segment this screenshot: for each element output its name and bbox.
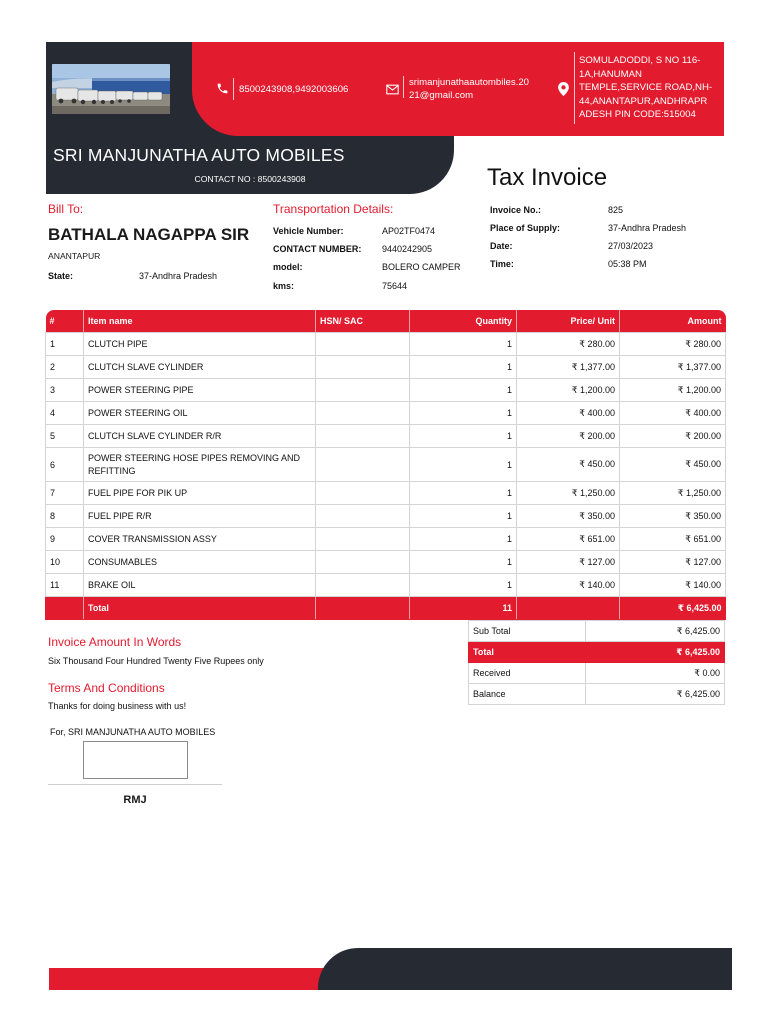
item-amount: ₹ 400.00 bbox=[620, 402, 726, 425]
item-quantity: 1 bbox=[410, 505, 517, 528]
place-of-supply-value: 37-Andhra Pradesh bbox=[608, 223, 687, 233]
item-price: ₹ 651.00 bbox=[517, 528, 620, 551]
item-price: ₹ 280.00 bbox=[517, 333, 620, 356]
total-hsn bbox=[316, 597, 410, 620]
item-quantity: 1 bbox=[410, 402, 517, 425]
total-amount: ₹ 6,425.00 bbox=[620, 597, 726, 620]
table-row bbox=[46, 528, 726, 551]
item-quantity: 1 bbox=[410, 379, 517, 402]
terms-heading: Terms And Conditions bbox=[48, 681, 165, 695]
item-hsn bbox=[316, 379, 410, 402]
total-price bbox=[517, 597, 620, 620]
terms-text: Thanks for doing business with us! bbox=[48, 701, 187, 711]
company-name: SRI MANJUNATHA AUTO MOBILES bbox=[53, 145, 345, 165]
row-number: 10 bbox=[46, 551, 84, 574]
header-phone: 8500243908,9492003606 bbox=[239, 84, 349, 95]
item-name: FUEL PIPE FOR PIK UP bbox=[84, 482, 316, 505]
row-number: 7 bbox=[46, 482, 84, 505]
row-number: 11 bbox=[46, 574, 84, 597]
item-amount: ₹ 1,250.00 bbox=[620, 482, 726, 505]
table-row bbox=[46, 448, 726, 482]
item-price: ₹ 1,200.00 bbox=[517, 379, 620, 402]
item-price: ₹ 400.00 bbox=[517, 402, 620, 425]
item-amount: ₹ 450.00 bbox=[620, 448, 726, 482]
item-price: ₹ 1,250.00 bbox=[517, 482, 620, 505]
col-header-amount: Amount bbox=[620, 310, 726, 333]
divider bbox=[233, 78, 234, 100]
summary-row bbox=[469, 684, 725, 705]
table-row bbox=[46, 379, 726, 402]
summary-row bbox=[469, 642, 725, 663]
divider bbox=[574, 52, 575, 124]
item-name: CLUTCH SLAVE CYLINDER bbox=[84, 356, 316, 379]
row-number: 8 bbox=[46, 505, 84, 528]
item-price: ₹ 450.00 bbox=[517, 448, 620, 482]
received-label: Received bbox=[469, 663, 586, 684]
item-hsn bbox=[316, 425, 410, 448]
summary-row bbox=[469, 663, 725, 684]
date-value: 27/03/2023 bbox=[608, 241, 654, 251]
item-name: CLUTCH PIPE bbox=[84, 333, 316, 356]
item-amount: ₹ 280.00 bbox=[620, 333, 726, 356]
item-hsn bbox=[316, 448, 410, 482]
kms-label: kms: bbox=[273, 281, 295, 291]
state-label: State: bbox=[48, 271, 74, 281]
total-quantity: 11 bbox=[410, 597, 517, 620]
item-hsn bbox=[316, 402, 410, 425]
customer-name: BATHALA NAGAPPA SIR bbox=[48, 225, 250, 244]
table-header-row bbox=[46, 310, 726, 333]
col-header-price: Price/ Unit bbox=[517, 310, 620, 333]
vehicle-number-value: AP02TF0474 bbox=[382, 226, 436, 236]
model-value: BOLERO CAMPER bbox=[382, 262, 461, 272]
subtotal-label: Sub Total bbox=[469, 621, 586, 642]
balance-label: Balance bbox=[469, 684, 586, 705]
signatory-name: RMJ bbox=[123, 794, 147, 806]
time-value: 05:38 PM bbox=[608, 259, 647, 269]
summary-table bbox=[468, 620, 725, 705]
contact-number-value: 9440242905 bbox=[382, 244, 433, 254]
item-quantity: 1 bbox=[410, 482, 517, 505]
place-of-supply-label: Place of Supply: bbox=[490, 223, 561, 233]
item-amount: ₹ 350.00 bbox=[620, 505, 726, 528]
total-value: ₹ 6,425.00 bbox=[586, 642, 725, 663]
item-hsn bbox=[316, 482, 410, 505]
item-name: POWER STEERING PIPE bbox=[84, 379, 316, 402]
row-number: 3 bbox=[46, 379, 84, 402]
bill-to-heading: Bill To: bbox=[48, 202, 84, 216]
amount-in-words-text: Six Thousand Four Hundred Twenty Five Rupees only bbox=[48, 656, 264, 666]
mail-icon bbox=[386, 82, 399, 100]
state-value: 37-Andhra Pradesh bbox=[139, 271, 218, 281]
transport-heading: Transportation Details: bbox=[273, 202, 394, 216]
amount-in-words-heading: Invoice Amount In Words bbox=[48, 635, 182, 649]
table-row bbox=[46, 425, 726, 448]
row-number: 1 bbox=[46, 333, 84, 356]
item-price: ₹ 200.00 bbox=[517, 425, 620, 448]
signature-for-text: For, SRI MANJUNATHA AUTO MOBILES bbox=[50, 727, 216, 737]
col-header-hsn: HSN/ SAC bbox=[316, 310, 410, 333]
table-total-row bbox=[46, 597, 726, 620]
item-name: CLUTCH SLAVE CYLINDER R/R bbox=[84, 425, 316, 448]
summary-row bbox=[469, 621, 725, 642]
time-label: Time: bbox=[490, 259, 514, 269]
table-row bbox=[46, 574, 726, 597]
signature-box bbox=[83, 741, 188, 779]
items-table bbox=[45, 310, 726, 620]
item-quantity: 1 bbox=[410, 551, 517, 574]
contact-number-label: CONTACT NUMBER: bbox=[273, 244, 362, 254]
header-address: SOMULADODDI, S NO 116- 1A,HANUMAN TEMPLE,SERVICE ROAD,NH- 44,ANANTAPUR,ANDHRAPR ADESH PIN CODE:515004 bbox=[579, 55, 713, 121]
row-number: 6 bbox=[46, 448, 84, 482]
item-name: CONSUMABLES bbox=[84, 551, 316, 574]
item-hsn bbox=[316, 333, 410, 356]
kms-value: 75644 bbox=[382, 281, 408, 291]
item-name: FUEL PIPE R/R bbox=[84, 505, 316, 528]
invoice-header bbox=[46, 42, 724, 194]
document-title: Tax Invoice bbox=[487, 164, 608, 191]
col-header-number: # bbox=[46, 310, 84, 333]
header-email: srimanjunathaautombiles.20 21@gmail.com bbox=[409, 77, 529, 101]
item-name: COVER TRANSMISSION ASSY bbox=[84, 528, 316, 551]
item-price: ₹ 140.00 bbox=[517, 574, 620, 597]
item-amount: ₹ 200.00 bbox=[620, 425, 726, 448]
garage-photo bbox=[52, 64, 170, 114]
phone-icon bbox=[216, 82, 229, 100]
item-hsn bbox=[316, 528, 410, 551]
item-hsn bbox=[316, 574, 410, 597]
row-number: 2 bbox=[46, 356, 84, 379]
item-amount: ₹ 127.00 bbox=[620, 551, 726, 574]
row-number: 5 bbox=[46, 425, 84, 448]
row-number: 4 bbox=[46, 402, 84, 425]
item-price: ₹ 127.00 bbox=[517, 551, 620, 574]
date-label: Date: bbox=[490, 241, 513, 251]
table-row bbox=[46, 505, 726, 528]
item-hsn bbox=[316, 551, 410, 574]
location-pin-icon bbox=[558, 82, 569, 101]
col-header-quantity: Quantity bbox=[410, 310, 517, 333]
table-row bbox=[46, 551, 726, 574]
item-hsn bbox=[316, 356, 410, 379]
vehicle-number-label: Vehicle Number: bbox=[273, 226, 344, 236]
table-row bbox=[46, 333, 726, 356]
item-price: ₹ 350.00 bbox=[517, 505, 620, 528]
item-quantity: 1 bbox=[410, 528, 517, 551]
item-price: ₹ 1,377.00 bbox=[517, 356, 620, 379]
item-amount: ₹ 1,200.00 bbox=[620, 379, 726, 402]
col-header-item-name: Item name bbox=[84, 310, 316, 333]
total-row-number bbox=[46, 597, 84, 620]
total-label: Total bbox=[84, 597, 316, 620]
item-quantity: 1 bbox=[410, 425, 517, 448]
invoice-no-label: Invoice No.: bbox=[490, 205, 542, 215]
customer-city: ANANTAPUR bbox=[48, 251, 101, 261]
row-number: 9 bbox=[46, 528, 84, 551]
item-hsn bbox=[316, 505, 410, 528]
item-amount: ₹ 140.00 bbox=[620, 574, 726, 597]
divider bbox=[403, 76, 404, 98]
table-row bbox=[46, 402, 726, 425]
table-row bbox=[46, 356, 726, 379]
subtotal-value: ₹ 6,425.00 bbox=[586, 621, 725, 642]
item-quantity: 1 bbox=[410, 333, 517, 356]
item-name: POWER STEERING OIL bbox=[84, 402, 316, 425]
received-value: ₹ 0.00 bbox=[586, 663, 725, 684]
item-quantity: 1 bbox=[410, 448, 517, 482]
item-name: BRAKE OIL bbox=[84, 574, 316, 597]
invoice-no-value: 825 bbox=[608, 205, 624, 215]
item-quantity: 1 bbox=[410, 356, 517, 379]
company-contact: CONTACT NO : 8500243908 bbox=[194, 174, 306, 184]
total-label: Total bbox=[469, 642, 586, 663]
table-row bbox=[46, 482, 726, 505]
item-amount: ₹ 651.00 bbox=[620, 528, 726, 551]
signature-line bbox=[48, 784, 222, 785]
item-name: POWER STEERING HOSE PIPES REMOVING AND REFITTING bbox=[84, 448, 316, 482]
model-label: model: bbox=[273, 262, 303, 272]
footer-dark-bar bbox=[318, 948, 732, 990]
item-quantity: 1 bbox=[410, 574, 517, 597]
balance-value: ₹ 6,425.00 bbox=[586, 684, 725, 705]
item-amount: ₹ 1,377.00 bbox=[620, 356, 726, 379]
